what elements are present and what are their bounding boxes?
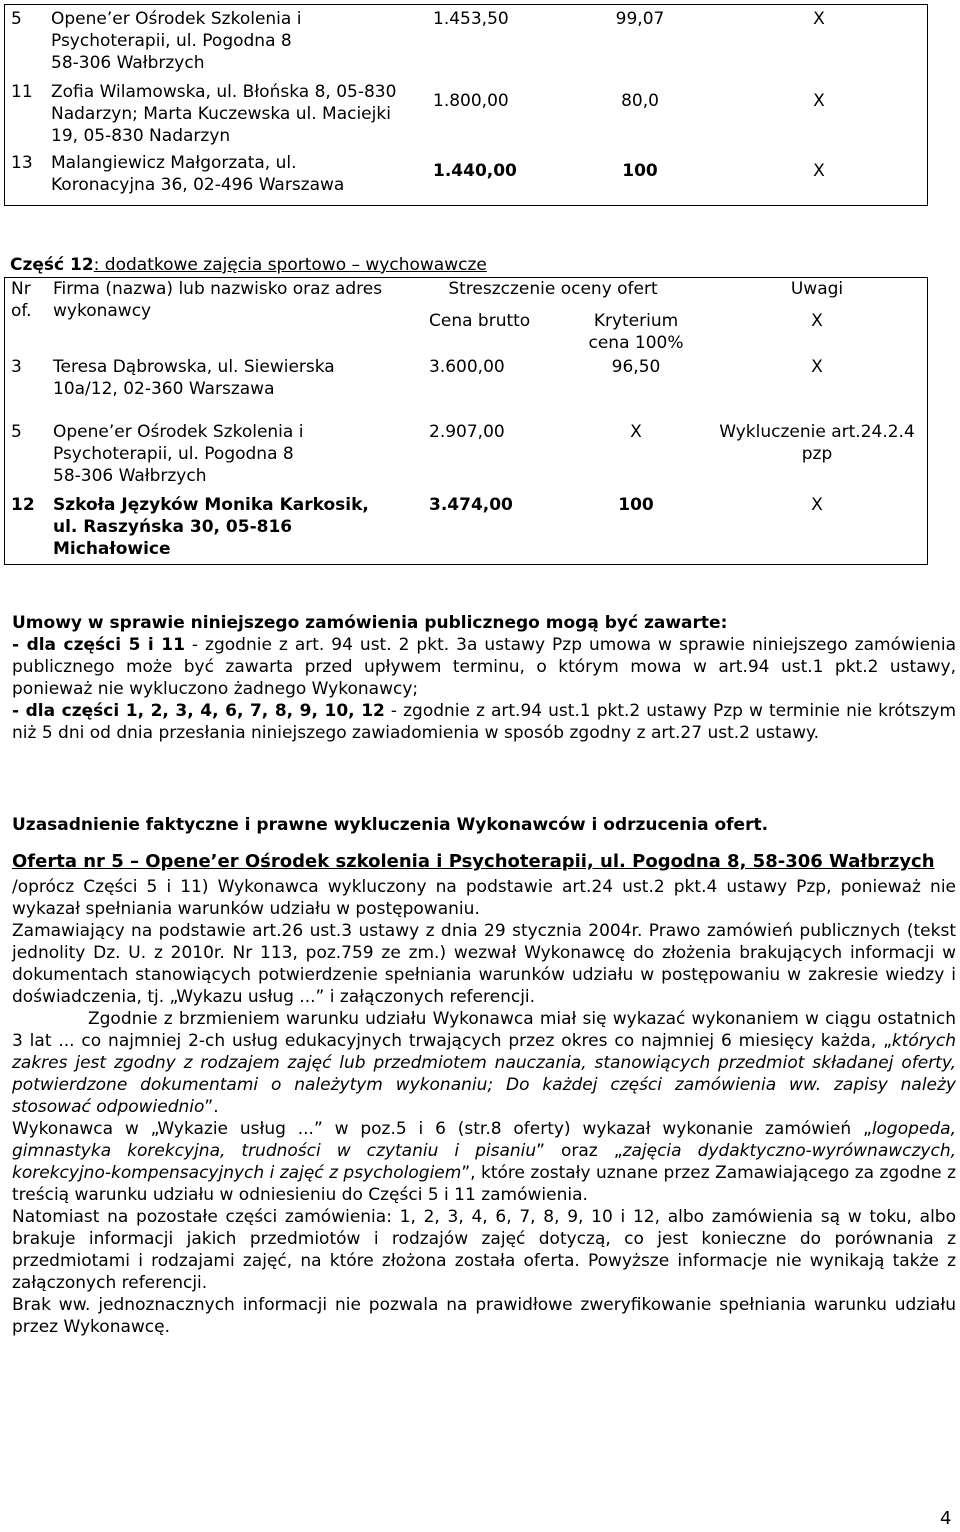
- paragraph: Zamawiający na podstawie art.26 ust.3 ustawy z dnia 29 stycznia 2004r. Prawo zamówień publicznych (tekst jednolity Dz. U. z 2010r. Nr 113, poz.759 ze zm.) wezwał Wykonawcę do złożenia brakujących informacji w dokumentach stanowiących potwierdzenie spełniania warunków udziału w postępowaniu w zakresie wiedzy i doświadczenia, tj. „Wykazu usług ...” i załączonych referencji.: [12, 921, 956, 1007]
- paragraph: Natomiast na pozostałe części zamówienia: 1, 2, 3, 4, 6, 7, 8, 9, 10 i 12, albo zamówienia są w toku, albo brakuje informacji jakich przedmiotów i rodzajów zajęć dotyczą, co jest konieczne do porównania z przedmiotami i rodzajami zajęć, na które złożona została oferta. Powyższe informacje nie wynikają także z załączonych referencji.: [12, 1207, 956, 1293]
- header-kryterium: Kryterium cena 100%: [588, 311, 684, 353]
- criterion-cell: 100: [618, 495, 654, 515]
- paragraph: /oprócz Części 5 i 11) Wykonawca wykluczony na podstawie art.24 ust.2 pkt.4 ustawy Pzp, ponieważ nie wykazał spełniania warunków udziału w postępowaniu.: [12, 877, 956, 919]
- remarks-cell: X: [813, 90, 825, 111]
- firma-cell: Opene’er Ośrodek Szkolenia i Psychoterapii, ul. Pogodna 8 58-306 Wałbrzych: [51, 9, 302, 73]
- oferta-section: [12, 850, 956, 1338]
- table-row: [5, 418, 928, 494]
- header-uwagi: Uwagi: [790, 279, 844, 299]
- remarks-cell: X: [811, 495, 823, 515]
- firma-cell: Malangiewicz Małgorzata, ul. Koronacyjna 36, 02-496 Warszawa: [51, 152, 345, 195]
- firma-cell: Opene’er Ośrodek Szkolenia i Psychoterapii, ul. Pogodna 8 58-306 Wałbrzych: [53, 422, 304, 486]
- uzasadnienie-heading: Uzasadnienie faktyczne i prawne wykluczenia Wykonawców i odrzucenia ofert.: [12, 815, 769, 835]
- criterion-cell: 96,50: [611, 357, 661, 377]
- header-nr: Nr of.: [11, 279, 32, 321]
- oferta-heading: Oferta nr 5 – Opene’er Ośrodek szkolenia i Psychoterapii, ul. Pogodna 8, 58-306 Wałbrzych: [12, 851, 935, 872]
- price-cell: 2.907,00: [429, 422, 505, 442]
- header-cena: Cena brutto: [429, 311, 531, 331]
- price-cell: 1.453,50: [433, 9, 509, 29]
- paragraph: Wykonawca w „Wykazie usług ...” w poz.5 i 6 (str.8 oferty) wykazał wykonanie zamówień „logopeda, gimnastyka korekcyjna, trudności w czytaniu i pisaniu” oraz „zajęcia dydaktyczno-wyrównawczych, korekcyjno-kompensacyjnych i zajęć z psychologiem”, które zostały uznane przez Zamawiającego za zgodne z treścią warunku udziału w odniesieniu do Części 5 i 11 zamówienia.: [12, 1119, 957, 1205]
- remarks-cell: Wykluczenie art.24.2.4 pzp: [719, 422, 915, 464]
- firma-cell: Zofia Wilamowska, ul. Błońska 8, 05-830 Nadarzyn; Marta Kuczewska ul. Maciejki 19, 05-830 Nadarzyn: [51, 81, 397, 146]
- table-row: [5, 494, 928, 564]
- part12-table: [4, 277, 928, 565]
- firma-cell: Teresa Dąbrowska, ul. Siewierska 10a/12, 02-360 Warszawa: [53, 357, 335, 399]
- criterion-cell: 99,07: [615, 9, 665, 29]
- header-row: [5, 278, 928, 301]
- umowy-item-2: - dla części 1, 2, 3, 4, 6, 7, 8, 9, 10, 12 - zgodnie z art.94 ust.1 pkt.2 ustawy Pzp w terminie nie krótszym niż 5 dni od dnia przesłania niniejszego zawiadomienia w sposób zgodny z art.27 ust.2 ustawy.: [12, 701, 957, 743]
- remarks-cell: X: [813, 160, 825, 181]
- nr-cell: 11: [11, 81, 33, 102]
- nr-cell: 12: [11, 495, 35, 515]
- firma-cell: Szkoła Języków Monika Karkosik, ul. Raszyńska 30, 05-816 Michałowice: [53, 495, 369, 559]
- page-number: 4: [940, 1508, 952, 1529]
- umowy-item-1: - dla części 5 i 11 - zgodnie z art. 94 ust. 2 pkt. 3a ustawy Pzp umowa w sprawie niniejszego zamówienia publicznego może być zawarta przed upływem terminu, o którym mowa w art.94 ust.1 pkt.2 ustawy, ponieważ nie wykluczono żadnego Wykonawcy;: [12, 635, 956, 699]
- remarks-cell: X: [811, 357, 823, 377]
- paragraph: Zgodnie z brzmieniem warunku udziału Wykonawca miał się wykazać wykonaniem w ciągu ostatnich 3 lat ... co najmniej 2-ch usług edukacyjnych trwających przez okres co najmniej 6 miesięcy każda, „których zakres jest zgodny z rodzajem zajęć lub przedmiotem nauczania, stanowiących przedmiot składanej oferty, potwierdzone dokumentami o należytym wykonaniu; Do każdej części zamówienia ww. zapisy należy stosować odpowiednio”.: [12, 1009, 956, 1117]
- header-x: X: [811, 311, 823, 331]
- criterion-cell: 100: [622, 160, 658, 181]
- remarks-cell: X: [813, 9, 825, 29]
- header-streszczenie: Streszczenie oceny ofert: [448, 279, 658, 299]
- nr-cell: 3: [11, 357, 22, 377]
- nr-cell: 5: [11, 422, 22, 442]
- table-row: [5, 152, 928, 206]
- paragraph: Brak ww. jednoznacznych informacji nie pozwala na prawidłowe zweryfikowanie spełniania warunku udziału przez Wykonawcę.: [12, 1295, 956, 1337]
- table-row: [5, 5, 928, 78]
- table-row: [5, 354, 928, 418]
- price-cell: 3.474,00: [429, 495, 513, 515]
- umowy-heading: Umowy w sprawie niniejszego zamówienia publicznego mogą być zawarte:: [12, 613, 728, 633]
- table-row: [5, 78, 928, 152]
- price-cell: 1.440,00: [433, 160, 517, 181]
- criterion-cell: X: [630, 422, 642, 442]
- price-cell: 1.800,00: [433, 90, 509, 111]
- nr-cell: 13: [11, 152, 33, 173]
- header-firma: Firma (nazwa) lub nazwisko oraz adres wykonawcy: [53, 279, 383, 321]
- part12-title: Część 12: dodatkowe zajęcia sportowo – wychowawcze: [10, 255, 487, 275]
- umowy-section: [12, 612, 956, 744]
- results-table-continued: [4, 4, 928, 206]
- nr-cell: 5: [11, 9, 22, 29]
- criterion-cell: 80,0: [621, 90, 659, 111]
- price-cell: 3.600,00: [429, 357, 505, 377]
